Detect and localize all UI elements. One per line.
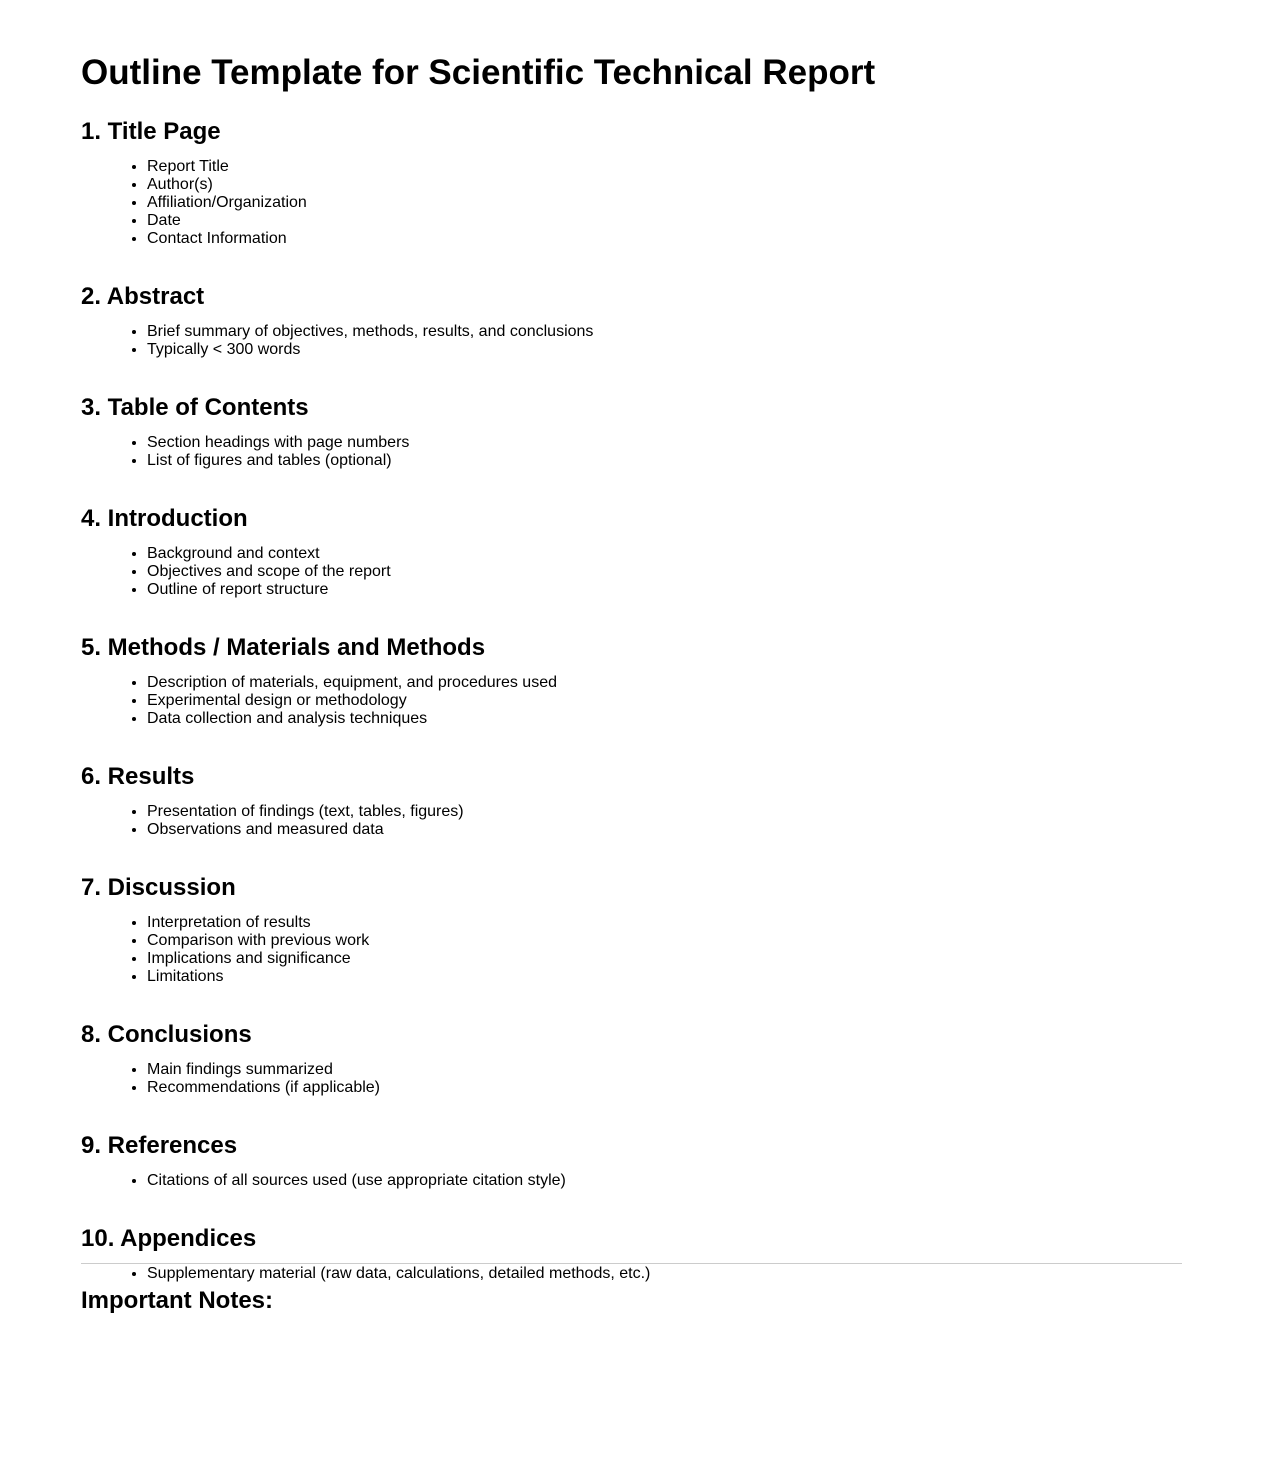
outline-section: [81, 1225, 1182, 1283]
list-item: • Section headings with page numbers: [147, 434, 1182, 452]
list-item: • Supplementary material (raw data, calculations, detailed methods, etc.): [147, 1265, 1182, 1283]
section-heading: 4. Introduction: [81, 505, 248, 532]
section-item-list: [81, 1061, 1182, 1097]
outline-section: [81, 505, 1182, 599]
outline-section: [81, 1132, 1182, 1190]
section-heading: 2. Abstract: [81, 283, 205, 310]
page-title: Outline Template for Scientific Technical Report: [81, 53, 876, 92]
outline-section: [81, 874, 1182, 986]
list-item: • Background and context: [147, 545, 1182, 563]
outline-section: [81, 394, 1182, 470]
list-item: • Experimental design or methodology: [147, 692, 1182, 710]
list-item: • Objectives and scope of the report: [147, 563, 1182, 581]
section-item-list: [81, 1172, 1182, 1190]
list-item: • Typically < 300 words: [147, 341, 1182, 359]
outline-section: [81, 763, 1182, 839]
outline-section: [81, 634, 1182, 728]
list-item: • Implications and significance: [147, 950, 1182, 968]
important-notes-heading: Important Notes:: [81, 1287, 273, 1314]
section-heading: 9. References: [81, 1132, 238, 1159]
list-item: • Main findings summarized: [147, 1061, 1182, 1079]
list-item: • Outline of report structure: [147, 581, 1182, 599]
section-item-list: [81, 1265, 1182, 1283]
list-item: • Comparison with previous work: [147, 932, 1182, 950]
outline-sections: [81, 118, 1182, 1283]
list-item: • Data collection and analysis techniques: [147, 710, 1182, 728]
section-item-list: [81, 323, 1182, 359]
list-item: • Interpretation of results: [147, 914, 1182, 932]
section-divider: [81, 1263, 1182, 1264]
list-item: • Description of materials, equipment, and procedures used: [147, 674, 1182, 692]
section-item-list: [81, 158, 1182, 248]
section-item-list: [81, 545, 1182, 599]
outline-section: [81, 118, 1182, 248]
list-item: • Observations and measured data: [147, 821, 1182, 839]
notes-heading-clip: [81, 1287, 1182, 1314]
section-heading: 1. Title Page: [81, 118, 221, 145]
outline-section: [81, 283, 1182, 359]
list-item: • Limitations: [147, 968, 1182, 986]
list-item: • List of figures and tables (optional): [147, 452, 1182, 470]
list-item: • Recommendations (if applicable): [147, 1079, 1182, 1097]
list-item: • Brief summary of objectives, methods, results, and conclusions: [147, 323, 1182, 341]
section-heading: 7. Discussion: [81, 874, 236, 901]
document-content: [81, 0, 1182, 1283]
list-item: • Contact Information: [147, 230, 1182, 248]
section-heading: 3. Table of Contents: [81, 394, 309, 421]
section-heading: 6. Results: [81, 763, 195, 790]
list-item: • Affiliation/Organization: [147, 194, 1182, 212]
section-item-list: [81, 434, 1182, 470]
section-item-list: [81, 803, 1182, 839]
outline-section: [81, 1021, 1182, 1097]
section-heading: 5. Methods / Materials and Methods: [81, 634, 486, 661]
list-item: • Report Title: [147, 158, 1182, 176]
section-heading: 10. Appendices: [81, 1225, 257, 1252]
section-item-list: [81, 914, 1182, 986]
section-item-list: [81, 674, 1182, 728]
section-heading: 8. Conclusions: [81, 1021, 252, 1048]
list-item: • Author(s): [147, 176, 1182, 194]
list-item: • Citations of all sources used (use appropriate citation style): [147, 1172, 1182, 1190]
list-item: • Date: [147, 212, 1182, 230]
list-item: • Presentation of findings (text, tables, figures): [147, 803, 1182, 821]
